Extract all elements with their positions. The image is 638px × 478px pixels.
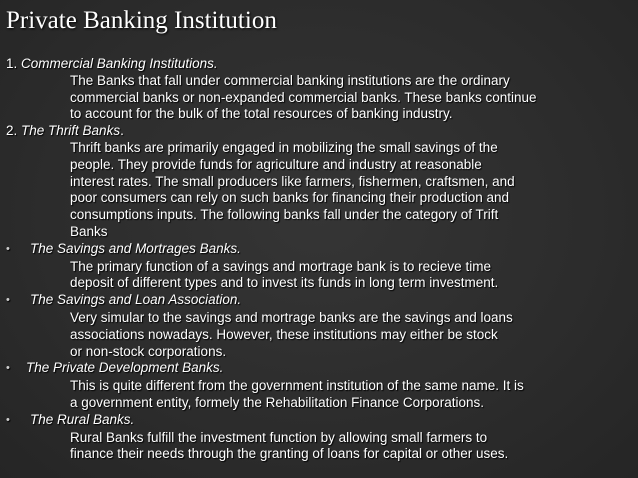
body-line: The Banks that fall under commercial banking institutions are the ordinary — [70, 72, 510, 88]
body-line: Very simular to the savings and mortrage banks are the savings and loans — [70, 309, 513, 325]
bullet-icon: • — [6, 294, 10, 307]
body-line: Banks — [70, 223, 108, 239]
body-line: a government entity, formely the Rehabilitation Finance Corporations. — [70, 394, 484, 410]
body-line: deposit of different types and to invest its funds in long term investment. — [70, 275, 499, 291]
body-line: finance their needs through the granting of loans for capital or other uses. — [70, 446, 509, 462]
bullet-icon: • — [6, 242, 10, 255]
body-line: Thrift banks are primarily engaged in mobilizing the small savings of the — [70, 139, 498, 155]
section-body-commercial — [6, 73, 634, 123]
body-line: to account for the bulk of the total resources of banking industry. — [70, 106, 453, 122]
body-line: associations nowadays. However, these institutions may either be stock — [70, 326, 498, 342]
body-line: This is quite different from the government institution of the same name. It is — [70, 378, 524, 394]
bullet-body-savings-mortrages — [6, 259, 634, 293]
body-line: commercial banks or non-expanded commercial banks. These banks continue — [70, 89, 537, 105]
bullet-heading-savings-loan — [6, 292, 634, 310]
body-line: people. They provide funds for agriculture and industry at reasonable — [70, 156, 482, 172]
bullet-heading-savings-mortrages — [6, 241, 634, 259]
bullet-title: The Rural Banks. — [30, 411, 135, 427]
bullet-title: The Private Development Banks. — [26, 360, 224, 376]
bullet-icon: • — [6, 413, 10, 426]
bullet-title: The Savings and Mortrages Banks. — [30, 240, 241, 256]
section-heading-thrift: 2. The Thrift Banks. — [6, 123, 124, 139]
bullet-heading-private-development — [6, 360, 634, 378]
bullet-body-rural — [6, 430, 634, 464]
slide-content — [6, 56, 634, 463]
section-body-thrift — [6, 140, 634, 241]
body-line: interest rates. The small producers like farmers, fishermen, craftsmen, and — [70, 173, 515, 189]
section-heading-commercial — [6, 56, 634, 73]
slide-title: Private Banking Institution — [6, 7, 277, 34]
bullet-title: The Savings and Loan Association. — [30, 292, 242, 308]
section-title: Commercial Banking Institutions. — [21, 56, 218, 71]
bullet-body-private-development — [6, 378, 634, 412]
body-line: or non-stock corporations. — [70, 343, 227, 359]
body-line: The primary function of a savings and mortrage bank is to recieve time — [70, 258, 491, 274]
bullet-heading-rural — [6, 412, 634, 430]
section-title: The Thrift Banks — [21, 123, 121, 139]
body-line: poor consumers can rely on such banks for financing their production and — [70, 190, 510, 206]
bullet-icon: • — [6, 362, 10, 375]
bullet-body-savings-loan — [6, 310, 634, 360]
body-line: Rural Banks fulfill the investment function by allowing small farmers to — [70, 429, 488, 445]
section-number: 1. — [6, 56, 18, 71]
body-line: consumptions inputs. The following banks fall under the category of Trift — [70, 207, 499, 223]
section-number: 2. — [6, 123, 18, 139]
